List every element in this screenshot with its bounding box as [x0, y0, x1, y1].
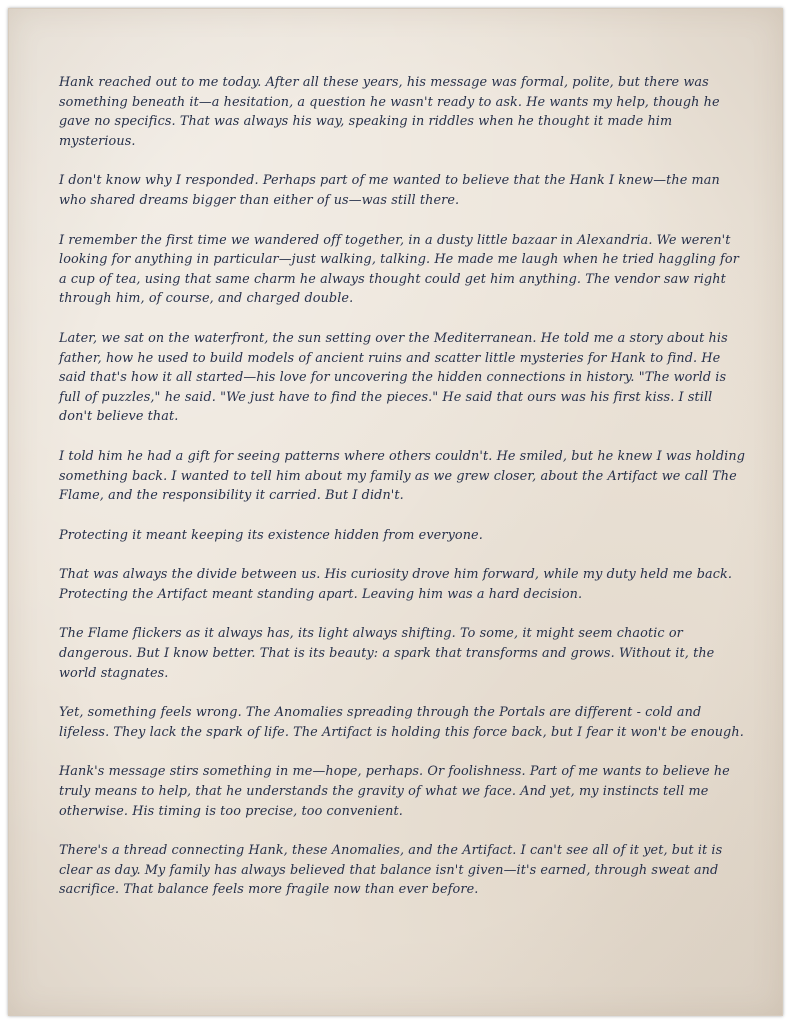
paragraph-11: There's a thread connecting Hank, these Anomalies, and the Artifact. I can't see all of it yet, but it is clear as day. My family has always believed that balance isn't given—it's earned, through sweat and sacrifice. That balance feels more fragile now than ever before.: [59, 843, 723, 898]
paragraph-1: Hank reached out to me today. After all these years, his message was formal, polite, but there was something beneath it—a hesitation, a question he wasn't ready to ask. He wants my help, though he gave no specifics. That was always his way, speaking in riddles when he thought it made him mysterious.: [59, 75, 720, 149]
paragraph-8: The Flame flickers as it always has, its light always shifting. To some, it might seem chaotic or dangerous. But I know better. That is its beauty: a spark that transforms and grows. Without it, the world stagnates.: [59, 626, 715, 681]
paragraph-7: That was always the divide between us. His curiosity drove him forward, while my duty held me back. Protecting the Artifact meant standing apart. Leaving him was a hard decision.: [59, 567, 733, 602]
paragraph-9: Yet, something feels wrong. The Anomalies spreading through the Portals are different - cold and lifeless. They lack the spark of life. The Artifact is holding this force back, but I fear it won't be enough.: [59, 705, 744, 740]
paragraph-5: I told him he had a gift for seeing patterns where others couldn't. He smiled, but he knew I was holding something back. I wanted to tell him about my family as we grew closer, about the Artifact we call The Flame, and the responsibility it carried. But I didn't.: [59, 448, 745, 504]
paragraph-3: I remember the first time we wandered off together, in a dusty little bazaar in Alexandria. We weren't looking for anything in particular—just walking, talking. He made me laugh when he tried haggling for a cup of tea, using that same charm he always thought could get him anything. The vendor saw right through him, of course, and charged double.: [59, 232, 739, 307]
paragraph-2: I don't know why I responded. Perhaps part of me wanted to believe that the Hank I knew—the man who shared dreams bigger than either of us—was still there.: [59, 173, 720, 208]
handwritten-letter: [59, 73, 749, 920]
paragraph-10: Hank's message stirs something in me—hope, perhaps. Or foolishness. Part of me wants to believe he truly means to help, that he understands the gravity of what we face. And yet, my instincts tell me otherwise. His timing is too precise, too convenient.: [59, 764, 730, 819]
paragraph-6: Protecting it meant keeping its existence hidden from everyone.: [59, 527, 483, 543]
paragraph-4: Later, we sat on the waterfront, the sun setting over the Mediterranean. He told me a story about his father, how he used to build models of ancient ruins and scatter little mysteries for Hank to find. He said that's how it all started—his love for uncovering the hidden connections in history. "The world is full of puzzles," he said. "We just have to find the pieces." He said that ours was his first kiss. I still don't believe that.: [59, 330, 728, 425]
paper-sheet: [8, 8, 783, 1016]
